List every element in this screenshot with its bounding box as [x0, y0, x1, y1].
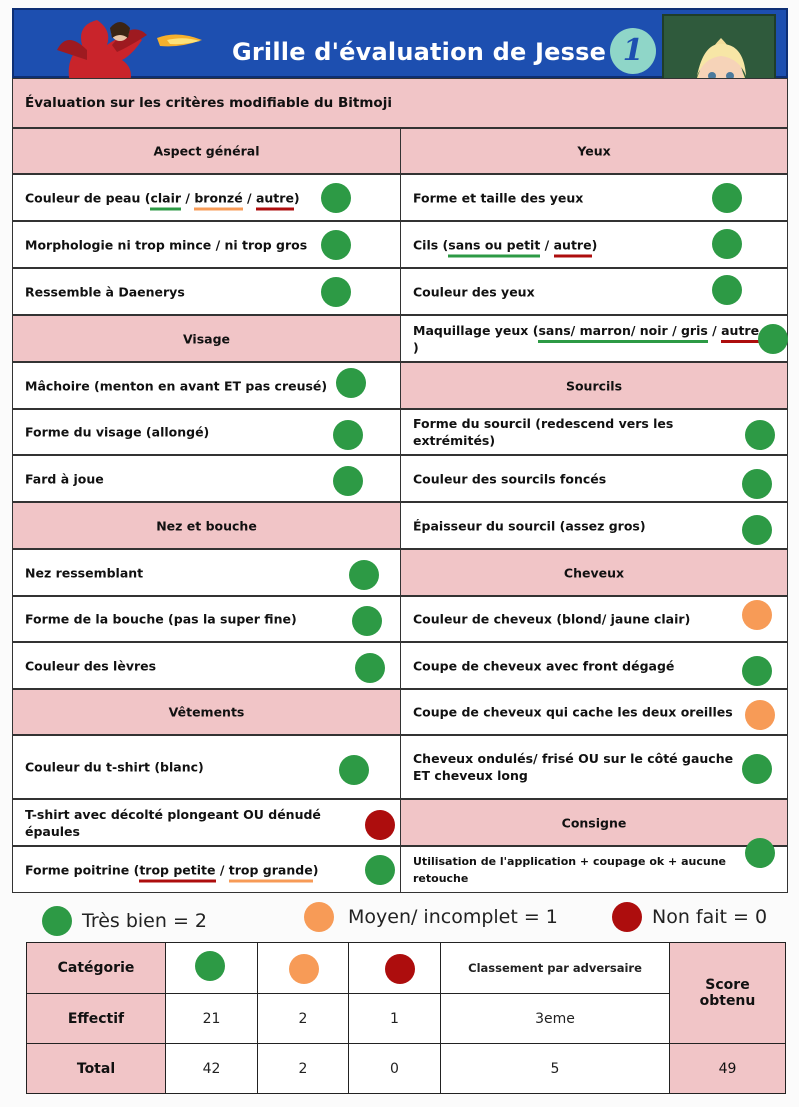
status-dot-green — [336, 368, 366, 398]
status-dot-green — [321, 277, 351, 307]
section-title: Sourcils — [565, 378, 623, 393]
criterion-row — [12, 642, 401, 689]
status-dot-green — [349, 560, 379, 590]
criterion-row — [400, 174, 788, 221]
section-title: Cheveux — [563, 565, 625, 580]
criterion-label: Coupe de cheveux avec front dégagé — [413, 658, 675, 673]
status-dot-green — [352, 606, 382, 636]
header-green — [165, 942, 258, 994]
criterion-label: T-shirt avec décolté plongeant OU dénudé épaules — [25, 806, 321, 839]
header-orange — [257, 942, 349, 994]
section-header-yeux — [400, 128, 788, 174]
criterion-row — [12, 221, 401, 268]
criterion-row — [400, 409, 788, 455]
section-title: Visage — [182, 331, 231, 346]
status-dot-green — [745, 838, 775, 868]
status-dot-green — [742, 754, 772, 784]
criterion-row — [12, 549, 401, 596]
subtitle-text: Évaluation sur les critères modifiable du Bitmoji — [25, 95, 392, 111]
total-ranking: 5 — [440, 1043, 670, 1094]
status-dot-green — [758, 324, 788, 354]
section-header-vetements — [12, 689, 401, 735]
header-category: Catégorie — [26, 942, 166, 994]
status-dot-green — [712, 275, 742, 305]
legend-orange-dot — [304, 902, 334, 932]
effectif-red: 1 — [348, 993, 441, 1044]
criterion-row — [12, 596, 401, 642]
criterion-row — [400, 455, 788, 502]
section-header-nez-bouche — [12, 502, 401, 549]
criterion-row — [400, 268, 788, 315]
section-title: Vêtements — [168, 704, 245, 720]
criterion-row — [400, 315, 788, 362]
total-green: 42 — [165, 1043, 258, 1094]
criterion-row — [12, 846, 401, 893]
criterion-label: Morphologie ni trop mince / ni trop gros — [25, 237, 308, 252]
page-title: Grille d'évaluation de Jesse — [232, 38, 607, 66]
subtitle-bar — [12, 78, 788, 128]
status-dot-green — [355, 653, 385, 683]
criterion-label: Mâchoire (menton en avant ET pas creusé) — [25, 378, 328, 393]
criterion-label: Nez ressemblant — [25, 565, 144, 580]
section-title: Aspect général — [153, 143, 260, 159]
criterion-label: Coupe de cheveux qui cache les deux oreilles — [413, 704, 733, 720]
criterion-row — [400, 689, 788, 735]
status-dot-green — [745, 420, 775, 450]
criterion-row — [400, 596, 788, 642]
criterion-label: Couleur des yeux — [413, 284, 535, 299]
criterion-label: Forme poitrine (trop petite / trop grande) — [25, 862, 319, 877]
criterion-row — [12, 409, 401, 455]
status-dot-red — [365, 810, 395, 840]
score-table — [26, 942, 786, 1094]
status-dot-green — [742, 515, 772, 545]
criterion-label: Forme et taille des yeux — [413, 190, 584, 205]
criterion-label: Forme du sourcil (redescend vers les extrémités) — [413, 416, 674, 448]
criterion-label: Épaisseur du sourcil (assez gros) — [413, 518, 646, 533]
section-header-cheveux — [400, 549, 788, 596]
header-red — [348, 942, 441, 994]
criterion-row — [400, 642, 788, 689]
criterion-row — [400, 735, 788, 799]
criterion-label: Couleur des sourcils foncés — [413, 471, 607, 486]
status-dot-orange — [289, 954, 319, 984]
criterion-label: Forme du visage (allongé) — [25, 424, 210, 440]
criterion-row — [400, 846, 788, 893]
criterion-label: Couleur de cheveux (blond/ jaune clair) — [413, 611, 691, 627]
row-effectif-label: Effectif — [26, 993, 166, 1044]
legend-red-text: Non fait = 0 — [652, 906, 768, 928]
status-dot-red — [385, 954, 415, 984]
total-score: 49 — [669, 1043, 786, 1094]
grid-number-badge: 1 — [610, 28, 656, 74]
criterion-label: Utilisation de l'application + coupage ok + aucune retouche — [413, 854, 726, 885]
criterion-label: Ressemble à Daenerys — [25, 284, 185, 299]
legend-red-dot — [612, 902, 642, 932]
section-title: Yeux — [577, 143, 611, 159]
status-dot-green — [333, 420, 363, 450]
total-orange: 2 — [257, 1043, 349, 1094]
criterion-row — [400, 502, 788, 549]
criterion-label: Maquillage yeux (sans/ marron/ noir / gris / autre) — [413, 322, 760, 355]
effectif-green: 21 — [165, 993, 258, 1044]
criterion-row — [12, 268, 401, 315]
status-dot-green — [742, 656, 772, 686]
row-total-label: Total — [26, 1043, 166, 1094]
criterion-label: Couleur des lèvres — [25, 658, 157, 673]
effectif-orange: 2 — [257, 993, 349, 1044]
section-title: Nez et bouche — [156, 518, 257, 533]
legend-orange-text: Moyen/ incomplet = 1 — [348, 906, 558, 928]
criterion-row — [12, 174, 401, 221]
header-ranking: Classement par adversaire — [440, 942, 670, 994]
section-header-consigne — [400, 799, 788, 846]
status-dot-green — [365, 855, 395, 885]
legend-green-dot — [42, 906, 72, 936]
criterion-row — [400, 221, 788, 268]
total-red: 0 — [348, 1043, 441, 1094]
effectif-ranking: 3eme — [440, 993, 670, 1044]
criterion-label: Forme de la bouche (pas la super fine) — [25, 611, 297, 627]
header-score: Score obtenu — [669, 942, 786, 1044]
legend-green-text: Très bien = 2 — [82, 910, 207, 932]
status-dot-green — [195, 951, 225, 981]
criterion-label: Couleur de peau (clair / bronzé / autre) — [25, 190, 300, 205]
status-dot-green — [321, 230, 351, 260]
status-dot-green — [742, 469, 772, 499]
criterion-row — [12, 799, 401, 846]
status-dot-green — [321, 183, 351, 213]
status-dot-green — [339, 755, 369, 785]
status-dot-green — [712, 183, 742, 213]
status-dot-orange — [742, 600, 772, 630]
status-dot-green — [712, 229, 742, 259]
criterion-label: Cheveux ondulés/ frisé OU sur le côté gauche ET cheveux long — [413, 751, 734, 783]
section-title: Consigne — [561, 815, 627, 830]
status-dot-orange — [745, 700, 775, 730]
criterion-row — [12, 455, 401, 502]
criterion-row — [12, 735, 401, 799]
section-header-sourcils — [400, 362, 788, 409]
criterion-label: Fard à joue — [25, 471, 104, 486]
criterion-row — [12, 362, 401, 409]
criterion-label: Cils (sans ou petit / autre) — [413, 237, 598, 252]
status-dot-green — [333, 466, 363, 496]
section-header-visage — [12, 315, 401, 362]
criterion-label: Couleur du t-shirt (blanc) — [25, 759, 204, 775]
section-header-aspect — [12, 128, 401, 174]
